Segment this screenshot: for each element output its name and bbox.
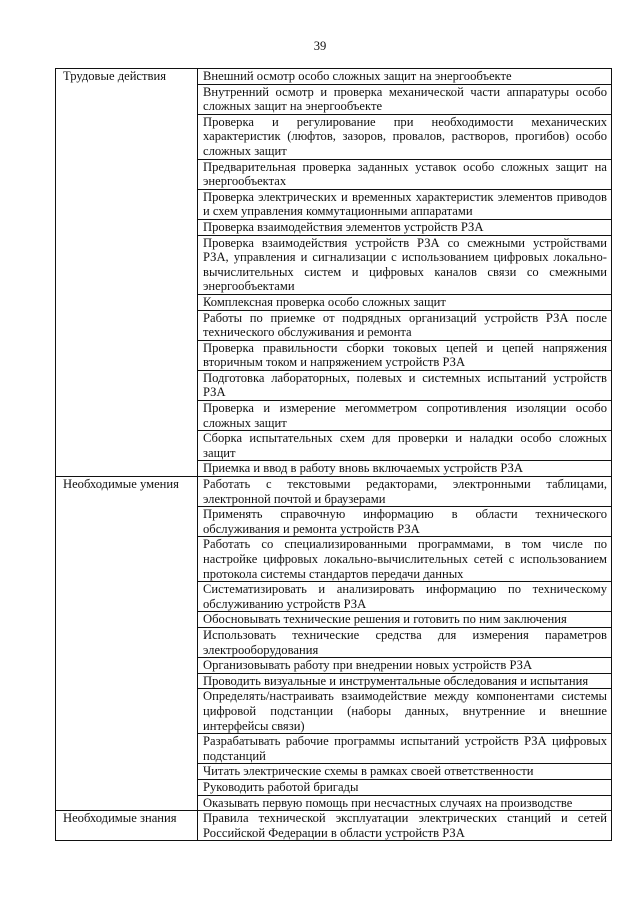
table-section [56,69,611,476]
table-section [56,810,611,840]
section-items [198,69,611,476]
table-cell: Оказывать первую помощь при несчастных случаях на производстве [198,795,611,811]
table-cell: Проверка взаимодействия элементов устройств РЗА [198,219,611,235]
section-items [198,477,611,810]
table-cell: Руководить работой бригады [198,779,611,795]
table-cell: Предварительная проверка заданных уставок особо сложных защит на энергообъектах [198,159,611,189]
table-cell: Внешний осмотр особо сложных защит на энергообъекте [203,69,512,83]
table-cell: Проверка электрических и временных характеристик элементов приводов и схем управления коммутационными аппаратами [198,189,611,219]
competency-table [55,68,612,841]
table-cell: Обосновывать технические решения и готовить по ним заключения [198,611,611,627]
table-cell: Определять/настраивать взаимодействие между компонентами системы цифровой подстанции (наборы данных, внутренние и внешние интерфейсы связи) [198,688,611,733]
table-cell: Внутренний осмотр и проверка механической части аппаратуры особо сложных защит на энергообъекте [198,84,611,114]
table-cell: Проверка правильности сборки токовых цепей и цепей напряжения вторичным током и напряжением устройств РЗА [198,340,611,370]
table-cell: Работать с текстовыми редакторами, электронными таблицами, электронной почтой и браузерами [203,477,607,506]
table-cell: Организовывать работу при внедрении новых устройств РЗА [198,657,611,673]
section-label: Трудовые действия [56,69,198,476]
table-cell: Проверка и регулирование при необходимости механических характеристик (люфтов, зазоров, провалов, растворов, прогибов) особо сложных защит [198,114,611,159]
table-cell: Работы по приемке от подрядных организаций устройств РЗА после технического обслуживания и ремонта [198,310,611,340]
section-items [198,811,611,840]
table-section [56,476,611,810]
table-cell: Проводить визуальные и инструментальные обследования и испытания [198,673,611,689]
table-cell: Подготовка лабораторных, полевых и системных испытаний устройств РЗА [198,370,611,400]
table-cell: Приемка и ввод в работу вновь включаемых устройств РЗА [198,460,611,476]
table-cell: Применять справочную информацию в области технического обслуживания и ремонта устройств РЗА [198,506,611,536]
table-cell: Разрабатывать рабочие программы испытаний устройств РЗА цифровых подстанций [198,733,611,763]
table-cell: Проверка и измерение мегомметром сопротивления изоляции особо сложных защит [198,400,611,430]
table-cell: Использовать технические средства для измерения параметров электрооборудования [198,627,611,657]
table-cell: Правила технической эксплуатации электрических станций и сетей Российской Федерации в области устройств РЗА [203,811,607,840]
table-cell: Проверка взаимодействия устройств РЗА со смежными устройствами РЗА, управления и сигнализации с использованием цифровых локально-вычислительных систем и цифровых каналов связи со смежными энергообъектами [198,235,611,294]
page-number: 39 [313,39,327,53]
table-cell: Работать со специализированными программами, в том числе по настройке цифровых локально-вычислительных сетей с использованием протокола системы стандартов передачи данных [198,536,611,581]
table-cell: Читать электрические схемы в рамках своей ответственности [198,763,611,779]
table-cell: Комплексная проверка особо сложных защит [198,294,611,310]
section-label: Необходимые умения [56,477,198,810]
section-label: Необходимые знания [56,811,198,840]
table-cell: Систематизировать и анализировать информацию по техническому обслуживанию устройств РЗА [198,581,611,611]
table-cell: Сборка испытательных схем для проверки и наладки особо сложных защит [198,430,611,460]
